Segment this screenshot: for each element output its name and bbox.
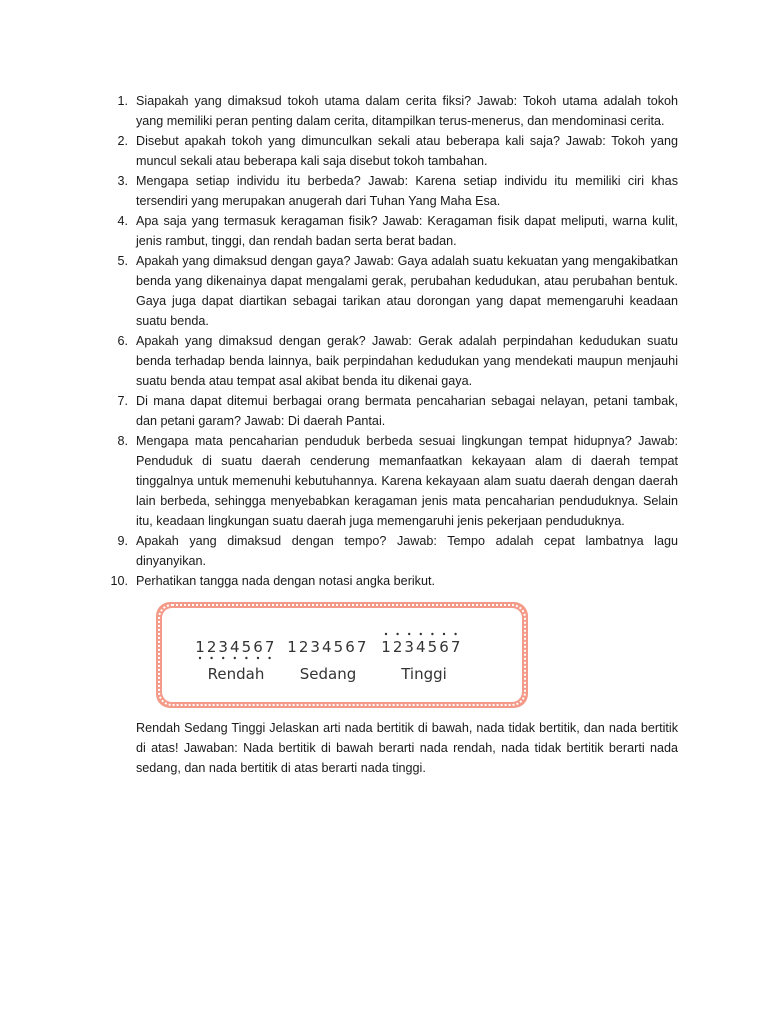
high-octave-dot xyxy=(408,633,410,635)
item-number: 3. xyxy=(117,174,128,188)
list-item xyxy=(104,331,678,391)
note-digit: 6 xyxy=(345,638,355,656)
list-item xyxy=(104,211,678,251)
item-number: 2. xyxy=(117,134,128,148)
high-octave-dot xyxy=(431,633,433,635)
list-item xyxy=(104,391,678,431)
list-item xyxy=(104,131,678,171)
high-octave-dot xyxy=(385,633,387,635)
list-item xyxy=(104,251,678,331)
note-digit: 7 xyxy=(264,638,275,656)
low-octave-dot xyxy=(268,657,270,659)
list-item xyxy=(104,571,678,591)
notation-card xyxy=(162,608,522,702)
note-digit: 3 xyxy=(404,638,414,656)
octave-label: Sedang xyxy=(299,665,357,683)
item-text: Apa saja yang termasuk keragaman fisik? Jawab: Keragaman fisik dapat meliputi, warna kulit, jenis rambut, tinggi, dan rendah badan serta berat badan. xyxy=(136,214,678,248)
note-digit: 4 xyxy=(416,638,426,656)
item-text: Mengapa setiap individu itu berbeda? Jawab: Karena setiap individu itu memiliki ciri khas tersendiri yang merupakan anugerah dari Tuhan Yang Maha Esa. xyxy=(136,174,678,208)
low-octave-dot xyxy=(199,657,201,659)
list-item xyxy=(104,431,678,531)
note-digit: 2 xyxy=(392,638,403,656)
item-text: Siapakah yang dimaksud tokoh utama dalam cerita fiksi? Jawab: Tokoh utama adalah tokoh yang memiliki peran penting dalam cerita, ditampilkan terus-menerus, dan mendominasi cerita. xyxy=(136,94,678,128)
item-text: Apakah yang dimaksud dengan gaya? Jawab: Gaya adalah suatu kekuatan yang mengakibatkan benda yang dikenainya dapat mengalami gerak, perubahan kedudukan, atau perubahan bentuk. Gaya juga dapat diartikan sebagai tarikan atau dorongan yang dapat memengaruhi keadaan suatu benda. xyxy=(136,254,678,328)
list-item xyxy=(104,171,678,211)
item-text: Apakah yang dimaksud dengan gerak? Jawab: Gerak adalah perpindahan kedudukan suatu benda terhadap benda lainnya, baik perpindahan kedudukan yang mendekati maupun menjauhi suatu benda atau tempat asal akibat benda itu dikenai gaya. xyxy=(136,334,678,388)
item-number: 5. xyxy=(117,254,128,268)
item-number: 8. xyxy=(117,434,128,448)
item-text: Disebut apakah tokoh yang dimunculkan sekali atau beberapa kali saja? Jawab: Tokoh yang muncul sekali atau beberapa kali saja disebut tokoh tambahan. xyxy=(136,134,678,168)
item-number: 1. xyxy=(117,94,128,108)
explanation-paragraph: Rendah Sedang Tinggi Jelaskan arti nada bertitik di bawah, nada tidak bertitik, dan nada bertitik di atas! Jawaban: Nada bertitik di bawah berarti nada rendah, nada tidak bertitik berarti nada sedang, dan nada bertitik di atas berarti nada tinggi. xyxy=(136,721,678,775)
item-text: Apakah yang dimaksud dengan tempo? Jawab: Tempo adalah cepat lambatnya lagu dinyanyikan. xyxy=(136,534,678,568)
question-list xyxy=(104,91,678,591)
octave-label: Rendah xyxy=(207,665,265,683)
item-number: 4. xyxy=(117,214,128,228)
notation-scale xyxy=(162,608,522,702)
note-digit: 1 xyxy=(195,638,205,656)
item-text: Perhatikan tangga nada dengan notasi angka berikut. xyxy=(136,574,435,588)
note-digit: 3 xyxy=(310,638,320,656)
note-digit: 7 xyxy=(450,638,461,656)
item-number: 6. xyxy=(117,334,128,348)
high-octave-dot xyxy=(420,633,422,635)
note-digit: 5 xyxy=(333,638,344,656)
item-number: 10. xyxy=(110,574,128,588)
note-digit: 3 xyxy=(218,638,228,656)
list-item xyxy=(104,531,678,571)
low-octave-dot xyxy=(222,657,224,659)
note-digit: 5 xyxy=(241,638,252,656)
item-number: 7. xyxy=(117,394,128,408)
low-octave-dot xyxy=(234,657,236,659)
notation-figure xyxy=(156,602,528,708)
note-digit: 6 xyxy=(439,638,449,656)
low-octave-dot xyxy=(210,657,212,659)
octave-label: Tinggi xyxy=(401,665,447,683)
high-octave-dot xyxy=(396,633,398,635)
item-number: 9. xyxy=(117,534,128,548)
note-digit: 2 xyxy=(298,638,309,656)
item-text: Di mana dapat ditemui berbagai orang bermata pencaharian sebagai nelayan, petani tambak, dan petani garam? Jawab: Di daerah Pantai. xyxy=(136,394,678,428)
note-digit: 7 xyxy=(356,638,367,656)
note-digit: 1 xyxy=(287,638,297,656)
note-digit: 6 xyxy=(253,638,263,656)
note-digit: 4 xyxy=(230,638,240,656)
high-octave-dot xyxy=(443,633,445,635)
note-digit: 4 xyxy=(322,638,332,656)
low-octave-dot xyxy=(257,657,259,659)
item-text: Mengapa mata pencaharian penduduk berbeda sesuai lingkungan tempat hidupnya? Jawab: Penduduk di suatu daerah cenderung memanfaatkan kekayaan alam di daerah tempat tinggalnya untuk memenuhi kebutuhannya. Karena kekayaan alam suatu daerah dengan daerah lain berbeda, sehingga menyebabkan keragaman jenis mata pencaharian penduduknya. Selain itu, keadaan lingkungan suatu daerah juga memengaruhi jenis pekerjaan penduduknya. xyxy=(136,434,678,528)
note-digit: 1 xyxy=(381,638,391,656)
low-octave-dot xyxy=(245,657,247,659)
list-item xyxy=(104,91,678,131)
note-digit: 5 xyxy=(427,638,438,656)
high-octave-dot xyxy=(454,633,456,635)
note-digit: 2 xyxy=(206,638,217,656)
